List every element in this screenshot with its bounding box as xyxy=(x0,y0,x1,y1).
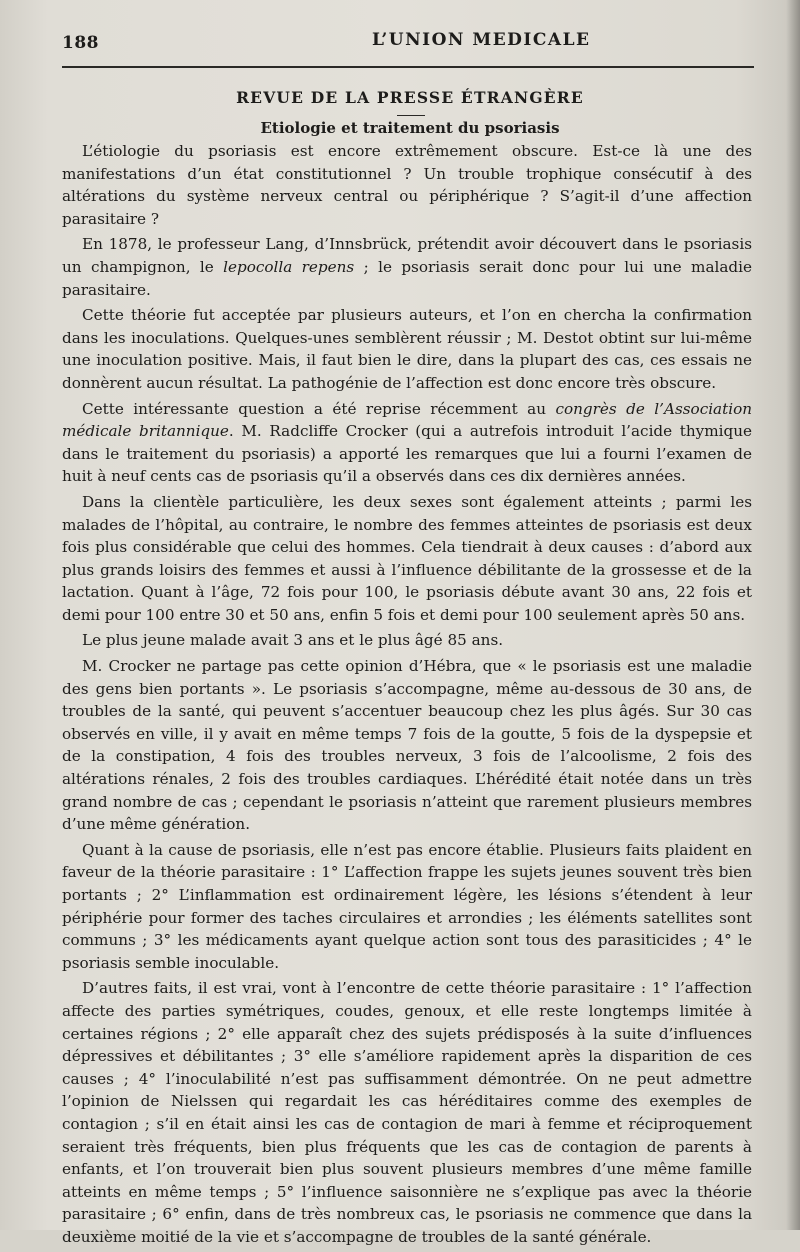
paragraph: Dans la clientèle particulière, les deux sexes sont également atteints ; parmi les malades de l’hôpital, au contraire, le nombre des femmes atteintes de psoriasis est deux fois plus considérable que celui des hommes. Cela tiendrait à deux causes : d’abord aux plus grands loisirs des femmes et aussi à l’influence débilitante de la grossesse et de la lactation. Quant à l’âge, 72 fois pour 100, le psoriasis débute avant 30 ans, 22 fois et demi pour 100 entre 30 et 50 ans, enfin 5 fois et demi pour 100 seulement après 50 ans. xyxy=(62,492,752,624)
paragraph: L’étiologie du psoriasis est encore extrêmement obscure. Est-ce là une des manifestations d’un état constitutionnel ? Un trouble trophique consécutif à des altérations du système nerveux central ou périphérique ? S’agit-il d’une affection parasitaire ? xyxy=(62,142,752,228)
paragraph-text: En 1878, le professeur Lang, d’Innsbrück, prétendit avoir découvert dans le psoriasis un champignon, le xyxy=(62,235,752,276)
paragraph-text: ; le psoriasis serait donc pour lui une maladie parasitaire. xyxy=(62,257,752,299)
paragraph: Cette théorie fut acceptée par plusieurs auteurs, et l’on en chercha la confirmation dans les inoculations. Quelques-unes semblèrent réussir ; M. Destot obtint sur lui-même une inoculation positive. Mais, il faut bien le dire, dans la plupart des cas, ces essais ne donnèrent aucun résultat. La pathogénie de l’affection est donc encore très obscure. xyxy=(62,306,752,392)
journal-title: L’UNION MEDICALE xyxy=(372,30,591,50)
paragraph-text: Cette intéressante question a été reprise récemment au xyxy=(82,399,546,418)
paragraph: D’autres faits, il est vrai, vont à l’encontre de cette théorie parasitaire : 1° l’affection affecte des parties symétriques, coudes, genoux, et elle reste longtemps limitée à certaines régions ; 2° elle apparaît chez des sujets prédisposés à la suite d’influences dépressives et débilitantes ; 3° elle s’améliore rapidement après la disparition de ces causes ; 4° l’inoculabilité n’est pas suffisamment démontrée. On ne peut admettre l’opinion de Nielssen qui regardait les cas héréditaires comme des exemples de contagion ; s’il en était ainsi les cas de contagion de mari à femme et réciproquement seraient très fréquents, bien plus fréquents que les cas de contagion de parents à enfants, et l’on trouverait bien plus souvent plusieurs membres d’une même famille atteints en même temps ; 5° l’influence saisonnière ne s’explique pas avec la théorie parasitaire ; 6° enfin, dans de très nombreux cas, le psoriasis ne commence que dans la deuxième moitié de la vie et s’accompagne de troubles de la santé générale. xyxy=(62,979,752,1246)
heading-divider xyxy=(397,115,425,116)
book-gutter-shadow xyxy=(786,0,800,1230)
header-rule xyxy=(62,66,754,68)
italic-term: lepocolla repens xyxy=(223,257,355,276)
section-heading: REVUE DE LA PRESSE ÉTRANGÈRE xyxy=(236,88,584,107)
paragraph xyxy=(62,398,752,488)
paragraph-text: . M. Radcliffe Crocker (qui a autrefois introduit l’acide thymique dans le traitement du psoriasis) a apporté les remarques que lui a fourni l’examen de huit à neuf cents cas de psoriasis qu’il a observés dans ces dix dernières années. xyxy=(62,422,752,486)
running-header xyxy=(62,30,752,58)
article-title: Etiologie et traitement du psoriasis xyxy=(260,119,560,137)
paragraph: M. Crocker ne partage pas cette opinion d’Hébra, que « le psoriasis est une maladie des gens bien portants ». Le psoriasis s’accompagne, même au-dessous de 30 ans, de troubles de la santé, qui peuvent s’accentuer beaucoup chez les plus âgés. Sur 30 cas observés en ville, il y avait en même temps 7 fois de la goutte, 5 fois de la dyspepsie et de la constipation, 4 fois des troubles nerveux, 3 fois de l’alcoolisme, 2 fois des altérations rénales, 2 fois des troubles cardiaques. L’hérédité était notée dans un très grand nombre de cas ; cependant le psoriasis n’atteint que rarement plusieurs membres d’une même génération. xyxy=(62,657,752,834)
page-number: 188 xyxy=(62,33,99,53)
paragraph: Quant à la cause de psoriasis, elle n’est pas encore établie. Plusieurs faits plaident en faveur de la théorie parasitaire : 1° L’affection frappe les sujets jeunes souvent très bien portants ; 2° L’inflammation est ordinairement légère, les lésions s’étendent à leur périphérie pour former des taches circulaires et arrondies ; les éléments satellites sont communs ; 3° les médicaments ayant quelque action sont tous des parasiticides ; 4° le psoriasis semble inoculable. xyxy=(62,840,752,972)
paragraph: Le plus jeune malade avait 3 ans et le plus âgé 85 ans. xyxy=(82,631,504,650)
italic-term: congrès de l’Association médicale britannique xyxy=(62,399,752,441)
article-body xyxy=(62,140,752,1252)
paragraph xyxy=(62,233,752,301)
